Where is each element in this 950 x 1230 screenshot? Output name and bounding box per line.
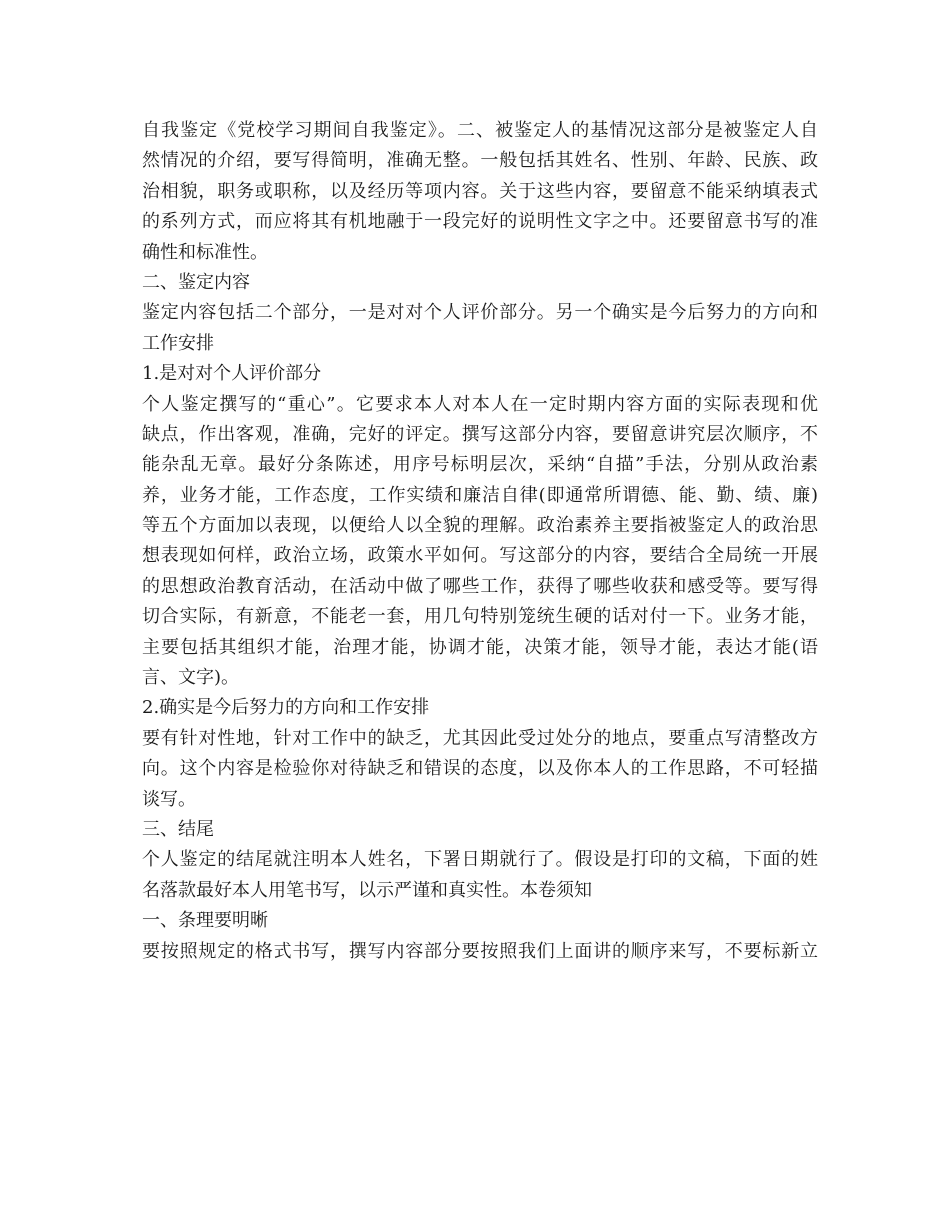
body-line: 工作安排 [142,332,214,354]
body-line: 想表现如何样，政治立场，政策水平如何。写这部分的内容，要结合全局统一开展 [142,545,818,567]
body-line: 主要包括其组织才能，治理才能，协调才能，决策才能，领导才能，表达才能(语 [142,636,818,658]
body-line: 谈写。 [142,788,196,810]
body-line: 切合实际，有新意，不能老一套，用几句特别笼统生硬的话对付一下。业务才能， [142,606,818,628]
body-line: 的系列方式，而应将其有机地融于一段完好的说明性文字之中。还要留意书写的准 [142,211,818,233]
body-line: 要按照规定的格式书写，撰写内容部分要按照我们上面讲的顺序来写，不要标新立 [142,940,818,962]
body-line: 鉴定内容包括二个部分，一是对对个人评价部分。另一个确实是今后努力的方向和 [142,302,818,324]
body-line: 确性和标准性。 [142,241,268,263]
body-line: 缺点，作出客观，准确，完好的评定。撰写这部分内容，要留意讲究层次顺序，不 [142,423,818,445]
body-line: 要有针对性地，针对工作中的缺乏，尤其因此受过处分的地点，要重点写清整改方 [142,727,818,749]
body-line: 能杂乱无章。最好分条陈述，用序号标明层次，采纳“自描”手法，分别从政治素 [142,454,818,476]
subsection-heading: 1.是对对个人评价部分 [142,363,322,385]
body-line: 个人鉴定的结尾就注明本人姓名，下署日期就行了。假设是打印的文稿，下面的姓 [142,849,818,871]
section-heading: 一、条理要明晰 [142,910,268,932]
body-line: 个人鉴定撰写的“重心”。它要求本人对本人在一定时期内容方面的实际表现和优 [142,393,818,415]
body-line: 向。这个内容是检验你对待缺乏和错误的态度，以及你本人的工作思路，不可轻描 [142,758,818,780]
body-line: 治相貌，职务或职称，以及经历等项内容。关于这些内容，要留意不能采纳填表式 [142,180,818,202]
body-line: 等五个方面加以表现，以便给人以全貌的理解。政治素养主要指被鉴定人的政治思 [142,515,818,537]
body-line: 自我鉴定《党校学习期间自我鉴定》。二、被鉴定人的基情况这部分是被鉴定人自 [142,120,818,141]
body-line: 名落款最好本人用笔书写，以示严谨和真实性。本卷须知 [142,879,592,901]
document-body [142,116,818,967]
body-line: 言、文字)。 [142,667,240,689]
body-line: 养，业务才能，工作态度，工作实绩和廉洁自律(即通常所谓德、能、勤、绩、廉) [142,484,818,506]
body-line: 然情况的介绍，要写得简明，准确无整。一般包括其姓名、性别、年龄、民族、政 [142,150,818,172]
section-heading: 三、结尾 [142,818,214,840]
subsection-heading: 2.确实是今后努力的方向和工作安排 [142,697,430,719]
body-line: 的思想政治教育活动，在活动中做了哪些工作，获得了哪些收获和感受等。要写得 [142,575,818,597]
section-heading: 二、鉴定内容 [142,271,250,293]
